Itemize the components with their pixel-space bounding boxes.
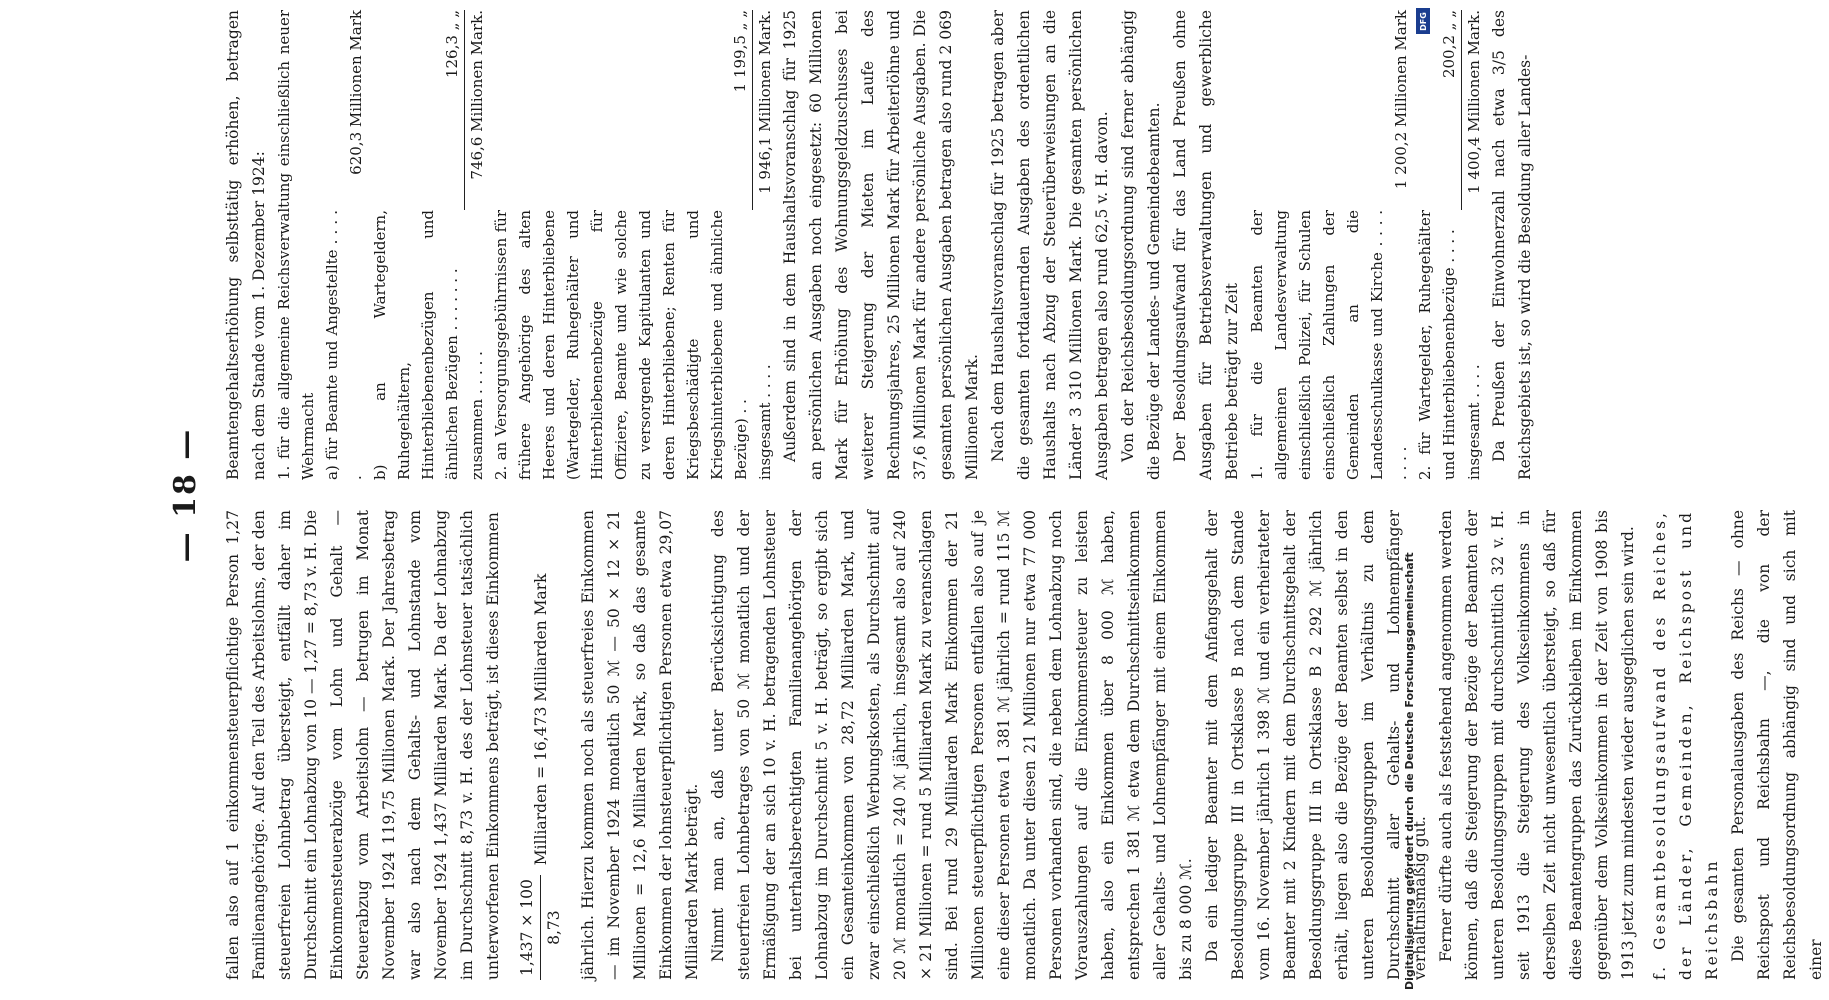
document-page [150, 0, 1825, 990]
paragraph: Ferner dürfte auch als feststehend angenommen werden können, daß die Steigerung der Bezüge der Beamten der unteren Besoldungsgruppen mit durchschnittlich 32 v. H. seit 1913 die Steigerung des Volkseinkommens in derselben Zeit nicht unwesentlich übersteigt, so daß für diese Beamtengruppen das Zurückbleiben im Einkommen gegenüber dem Volkseinkommen in der Zeit von 1908 bis 1913 jetzt zum mindesten wieder ausgeglichen sein wird. [1437, 510, 1637, 980]
paragraph: Da ein lediger Beamter mit dem Anfangsgehalt der Besoldungsgruppe III in Ortsklasse B nach dem Stande vom 16. November jährlich 1 398 ℳ und ein verheirateter Beamter mit 2 Kindern mit dem Durchschnittsgehalt der Besoldungsgruppe III in Ortsklasse B 2 292 ℳ jährlich erhält, liegen also die Bezüge der Beamten selbst in den unteren Besoldungsgruppen im Verhältnis zu dem Durchschnitt aller Gehalts- und Lohnempfänger verhältnismäßig gut. [1203, 510, 1429, 980]
subtotal-label: zusammen . . . . . [467, 351, 486, 480]
paragraph: Da Preußen der Einwohnerzahl nach etwa 3/5 des Reichsgebiets ist, so wird die Besoldung aller Landes- [1489, 10, 1534, 480]
paragraph: Der Besoldungsaufwand für das Land Preußen ohne Ausgaben für Betriebsverwaltungen und gewerbliche Betriebe beträgt zur Zeit [1171, 10, 1241, 480]
paragraph: Die gesamten Personalausgaben des Reichs — ohne Reichspost und Reichsbahn —, die von der Reichsbesoldungsordnung abhängig sind und sich mit einer [1729, 510, 1825, 980]
item-value: 1 199,5 „ „ [731, 10, 749, 93]
page-number: — 18 — [167, 427, 203, 563]
funding-note-text: Digitalisierung gefördert durch die Deutsche Forschungsgemeinschaft [1403, 552, 1416, 990]
paragraph: Von der Reichsbesoldungsordnung sind ferner abhängig die Bezüge der Landes- und Gemeindebeamten. [1119, 10, 1163, 480]
section-heading: f. Gesamtbesoldungsaufwand des Reiches, der Länder, Gemeinden, Reichspost und Reichsbahn [1651, 510, 1721, 980]
fraction-numerator: 1,437 × 100 [514, 875, 541, 980]
right-column [220, 10, 1538, 480]
formula [514, 510, 567, 980]
item-label: 2. für Wartegelder, Ruhegehälter und Hinterbliebenenbezüge . . . . [1416, 210, 1458, 480]
formula-result: Milliarden = 16,473 Milliarden Mark [531, 573, 550, 866]
paragraph: Nach dem Haushaltsvoranschlag für 1925 betragen aber die gesamten fortdauernden Ausgaben des ordentlichen Haushalts nach Abzug der Steuerüberweisungen an die Länder 3 310 Millionen Mark. Die gesamten persönlichen Ausgaben betragen also rund 62,5 v. H. davon. [989, 10, 1111, 480]
fraction [514, 875, 567, 980]
paragraph: Beamtengehaltserhöhung selbsttätig erhöhen, betragen nach dem Stande vom 1. Dezember 1924: [224, 10, 268, 480]
item-value: 126,3 „ „ [442, 10, 461, 79]
item-value: 620,3 Millionen Mark [347, 10, 365, 175]
paragraph: Nimmt man an, daß unter Berücksichtigung des steuerfreien Lohnbetrages von 50 ℳ monatlich und der Ermäßigung der an sich 10 v. H. betragenden Lohnsteuer bei unterhaltsberechtigten Familienangehörigen der Lohnabzug im Durchschnitt 5 v. H. beträgt, so ergibt sich ein Gesamteinkommen von 28,72 Milliarden Mark, und zwar einschließlich Werbungskosten, als Durchschnitt auf 20 ℳ monatlich = 240 ℳ jährlich, insgesamt also auf 240 × 21 Millionen = rund 5 Milliarden Mark zu veranschlagen sind. Bei rund 29 Milliarden Mark Einkommen der 21 Millionen steuerpflichtigen Personen entfallen also auf je eine dieser Personen etwa 1 381 ℳ jährlich = rund 115 ℳ monatlich. Da unter diesen 21 Millionen nur etwa 77 000 Personen vorhanden sind, die neben dem Lohnabzug noch Vorauszahlungen auf die Einkommensteuer zu leisten haben, also ein Einkommen über 8 000 ℳ haben, entsprechen 1 381 ℳ etwa dem Durchschnittseinkommen aller Gehalts- und Lohnempfänger mit einem Einkommen bis zu 8 000 ℳ. [709, 510, 1195, 980]
paragraph: jährlich. Hierzu kommen noch als steuerfreies Einkommen — im November 1924 monatlich 50 ℳ — 50 × 12 × 21 Millionen = 12,6 Milliarden Mark, so daß das gesamte Einkommen der lohnsteuerpflichtigen Personen etwa 29,07 Milliarden Mark beträgt. [579, 510, 701, 980]
item-value: 1 200,2 Millionen Mark [1392, 10, 1410, 190]
dfg-logo [1416, 8, 1430, 34]
amounts-table-preussen [1245, 10, 1486, 480]
dfg-logo-text: DFG [1418, 11, 1428, 31]
fraction-denominator: 8,73 [545, 910, 563, 945]
item-value: 200,2 „ „ [1439, 10, 1458, 79]
funding-note [1403, 10, 1425, 990]
subtotal-value: 746,6 Millionen Mark. [464, 10, 489, 210]
total-label: insgesamt . . . . [756, 364, 774, 480]
left-column [220, 510, 1829, 980]
item-label: b) an Wartegeldern, Ruhegehältern, Hinterbliebenenbezügen und ähnlichen Bezügen . . . . . . . [371, 210, 461, 480]
paragraph: fallen also auf 1 einkommensteuerpflichtige Person 1,27 Familienangehörige. Auf den Teil des Arbeitslohns, der den steuerfreien Lohnbetrag übersteigt, entfällt daher im Durchschnitt ein Lohnabzug von 10 — 1,27 = 8,73 v. H. Die Einkommensteuerabzüge vom Lohn und Gehalt — Steuerabzug vom Arbeitslohn — betrugen im Monat November 1924 119,75 Millionen Mark. Der Jahresbetrag war also nach dem Gehalts- und Lohnstande vom November 1924 1,437 Milliarden Mark. Da der Lohnabzug im Durchschnitt 8,73 v. H. des der Lohnsteuer tatsächlich unterworfenen Einkommens beträgt, ist dieses Einkommen [224, 510, 502, 980]
total-label: insgesamt . . . . [1464, 364, 1483, 480]
amounts-table-reich [272, 10, 777, 480]
total-value: 1 400,4 Millionen Mark. [1461, 10, 1486, 210]
item-label: 2. an Versorgungsgebührnissen für frühere Angehörige des alten Heeres und deren Hinterbliebene (Wartegelder, Ruhegehälter und Hinterbliebenenbezüge für Offiziere, Beamte und wie solche zu versorgende Kapitulanten und deren Hinterbliebene; Renten für Kriegsbeschädigte und Kriegshinterbliebene und ähnliche Bezüge) . . [491, 210, 750, 480]
item-label: 1. für die allgemeine Reichsverwaltung einschließlich neuer Wehrmacht [275, 10, 317, 480]
total-value: 1 946,1 Millionen Mark. [753, 10, 778, 210]
item-label: 1. für die Beamten der allgemeinen Landesverwaltung einschließlich Polizei, für Schulen einschließlich Zahlungen der Gemeinden an die Landesschulkasse und Kirche . . . . . . . . [1248, 210, 1410, 480]
item-label: a) für Beamte und Angestellte . . . . . [323, 210, 365, 480]
paragraph: Außerdem sind in dem Haushaltsvoranschlag für 1925 an persönlichen Ausgaben noch eingesetzt: 60 Millionen Mark für Erhöhung des Wohnungsgeldzuschusses bei weiterer Steigerung der Mieten im Laufe des Rechnungsjahres, 25 Millionen Mark für Arbeiterlöhne und 37,6 Millionen Mark für andere persönliche Ausgaben. Die gesamten persönlichen Ausgaben betragen also rund 2 069 Millionen Mark. [781, 10, 981, 480]
